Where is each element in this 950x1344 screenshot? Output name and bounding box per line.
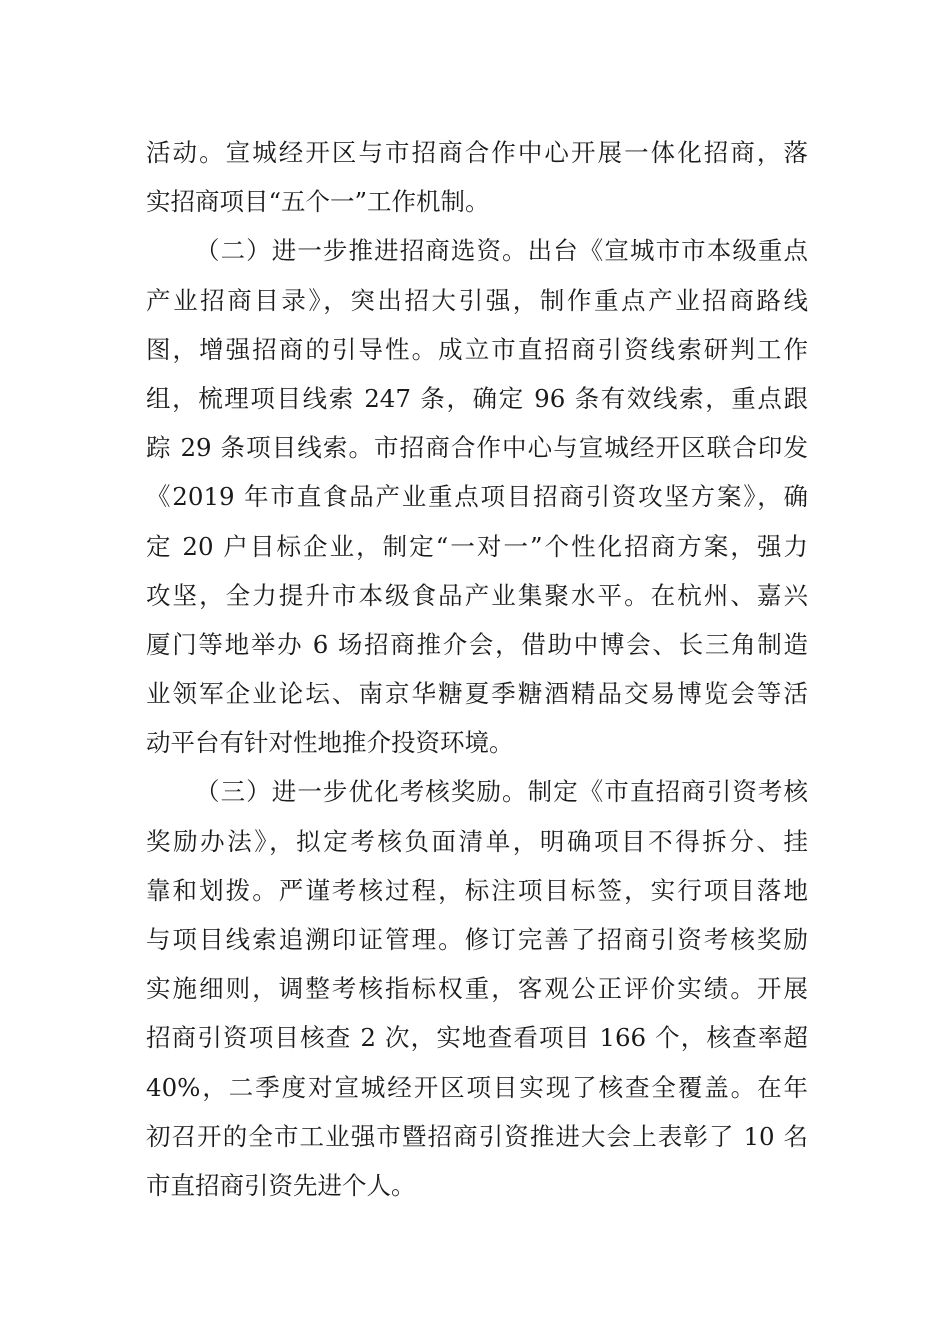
text-line: 业领军企业论坛、南京华糖夏季糖酒精品交易博览会等活: [146, 679, 808, 709]
text-line: 40%，二季度对宣城经开区项目实现了核查全覆盖。在年: [146, 1072, 808, 1102]
text-line: （二）进一步推进招商选资。出台《宣城市市本级重点: [195, 236, 808, 266]
text-line: 活动。宣城经开区与市招商合作中心开展一体化招商，落: [146, 138, 808, 167]
text-line: 厦门等地举办 6 场招商推介会，借助中博会、长三角制造: [146, 629, 808, 659]
text-line: （三）进一步优化考核奖励。制定《市直招商引资考核: [195, 777, 808, 807]
text-line: 与项目线索追溯印证管理。修订完善了招商引资考核奖励: [146, 925, 808, 954]
text-line: 产业招商目录》，突出招大引强，制作重点产业招商路线: [146, 285, 808, 315]
document-body: [146, 128, 808, 1210]
text-line: 攻坚，全力提升市本级食品产业集聚水平。在杭州、嘉兴: [146, 580, 808, 610]
text-line: 招商引资项目核查 2 次，实地查看项目 166 个，核查率超: [146, 1023, 808, 1053]
text-line: 踪 29 条项目线索。市招商合作中心与宣城经开区联合印发: [146, 433, 808, 463]
text-line: 组，梳理项目线索 247 条，确定 96 条有效线索，重点跟: [146, 383, 808, 413]
paragraph-assessment-rewards: [146, 767, 808, 1210]
text-line: 市直招商引资先进个人。: [146, 1170, 416, 1200]
paragraph-investment-selection: [146, 226, 808, 767]
text-line: 实施细则，调整考核指标权重，客观公正评价实绩。开展: [146, 974, 808, 1004]
text-line: 定 20 户目标企业，制定“一对一”个性化招商方案，强力: [146, 531, 808, 561]
text-line: 图，增强招商的引导性。成立市直招商引资线索研判工作: [146, 334, 808, 364]
text-line: 靠和划拨。严谨考核过程，标注项目标签，实行项目落地: [146, 875, 808, 905]
text-line: 实招商项目“五个一”工作机制。: [146, 187, 490, 217]
text-line: 《2019 年市直食品产业重点项目招商引资攻坚方案》，确: [146, 482, 808, 512]
text-line: 奖励办法》，拟定考核负面清单，明确项目不得拆分、挂: [146, 826, 808, 856]
text-line: 动平台有针对性地推介投资环境。: [146, 728, 514, 758]
paragraph-activity: [146, 128, 808, 226]
text-line: 初召开的全市工业强市暨招商引资推进大会上表彰了 10 名: [146, 1121, 808, 1151]
